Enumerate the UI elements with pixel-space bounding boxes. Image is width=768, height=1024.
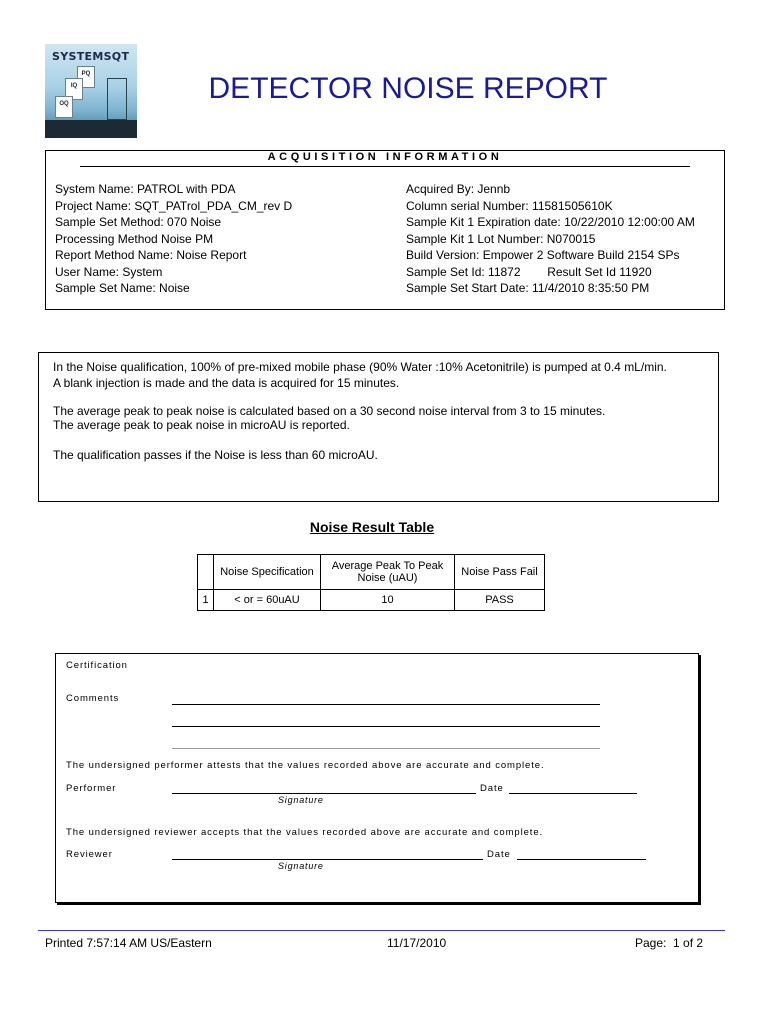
reviewer-statement: The undersigned reviewer accepts that the values recorded above are accurate and complete. [66, 827, 544, 838]
performer-date-label: Date [480, 783, 504, 794]
reviewer-date-label: Date [487, 849, 511, 860]
sample-kit-lot-number: Sample Kit 1 Lot Number: N070015 [406, 231, 596, 246]
footer-printed: Printed 7:57:14 AM US/Eastern [45, 936, 212, 950]
report-title: DETECTOR NOISE REPORT [208, 72, 608, 105]
comments-line-2[interactable] [172, 726, 600, 727]
logo-doc-iq: IQ [65, 78, 83, 100]
sample-kit-expiration: Sample Kit 1 Expiration date: 10/22/2010 12:00:00 AM [406, 215, 695, 229]
result-table-title: Noise Result Table [309, 519, 435, 535]
description-line: The qualification passes if the Noise is less than 60 microAU. [53, 448, 378, 462]
logo-ground [45, 120, 137, 138]
performer-statement: The undersigned performer attests that the values recorded above are accurate and complete. [66, 760, 545, 771]
user-name: User Name: System [55, 264, 163, 279]
footer-rule [38, 930, 725, 931]
table-header-noise: Average Peak To Peak Noise (uAU) [321, 555, 455, 590]
comments-line-3[interactable] [172, 748, 600, 749]
table-header-pass-fail: Noise Pass Fail [455, 555, 545, 590]
table-cell-pass-fail: PASS [455, 590, 545, 611]
acquisition-heading: ACQUISITION INFORMATION [267, 151, 503, 163]
footer-date: 11/17/2010 [387, 936, 447, 950]
project-name: Project Name: SQT_PATrol_PDA_CM_rev D [55, 198, 293, 213]
comments-line-1[interactable] [172, 704, 600, 705]
table-cell-index: 1 [198, 590, 214, 611]
table-header-row [198, 555, 545, 590]
sample-set-method: Sample Set Method: 070 Noise [55, 215, 222, 229]
noise-result-table [197, 554, 545, 611]
sample-set-start-date: Sample Set Start Date: 11/4/2010 8:35:50 PM [406, 281, 650, 295]
sample-set-id: Sample Set Id: 11872 Result Set Id 11920 [406, 264, 652, 279]
table-cell-noise: 10 [321, 590, 455, 611]
performer-signature-line[interactable] [172, 793, 476, 794]
logo-doc-oq: OQ [55, 96, 73, 118]
processing-method: Processing Method Noise PM [55, 231, 214, 246]
footer-page: Page: 1 of 2 [635, 936, 704, 950]
description-line: The average peak to peak noise in microAU is reported. [53, 418, 350, 432]
performer-date-line[interactable] [509, 793, 637, 794]
reviewer-date-line[interactable] [517, 859, 646, 860]
reviewer-signature-caption: Signature [278, 861, 324, 871]
acquired-by: Acquired By: Jennb [406, 182, 511, 196]
comments-label: Comments [66, 693, 120, 704]
column-serial-number: Column serial Number: 11581505610K [406, 198, 613, 213]
reviewer-signature-line[interactable] [172, 859, 483, 860]
table-header-index [198, 555, 214, 590]
description-line: The average peak to peak noise is calculated based on a 30 second noise interval from 3 to 15 minutes. [53, 404, 606, 418]
certification-title: Certification [66, 660, 128, 671]
description-line: A blank injection is made and the data is acquired for 15 minutes. [53, 376, 400, 390]
table-cell-spec: < or = 60uAU [214, 590, 321, 611]
table-header-spec: Noise Specification [214, 555, 321, 590]
certification-box [55, 653, 699, 903]
table-row [198, 590, 545, 611]
logo-text: SYSTEMSQT [52, 50, 130, 63]
acquisition-heading-rule [80, 166, 690, 167]
system-name: System Name: PATROL with PDA [55, 182, 236, 196]
performer-label: Performer [66, 783, 117, 794]
performer-signature-caption: Signature [278, 795, 324, 805]
reviewer-label: Reviewer [66, 849, 113, 860]
sample-set-name: Sample Set Name: Noise [55, 281, 190, 295]
build-version: Build Version: Empower 2 Software Build 2154 SPs [406, 248, 680, 262]
description-line: In the Noise qualification, 100% of pre-mixed mobile phase (90% Water :10% Acetonitrile) is pumped at 0.4 mL/min. [53, 360, 667, 374]
logo-doc-pq: PQ [77, 66, 95, 88]
report-method-name: Report Method Name: Noise Report [55, 248, 247, 262]
